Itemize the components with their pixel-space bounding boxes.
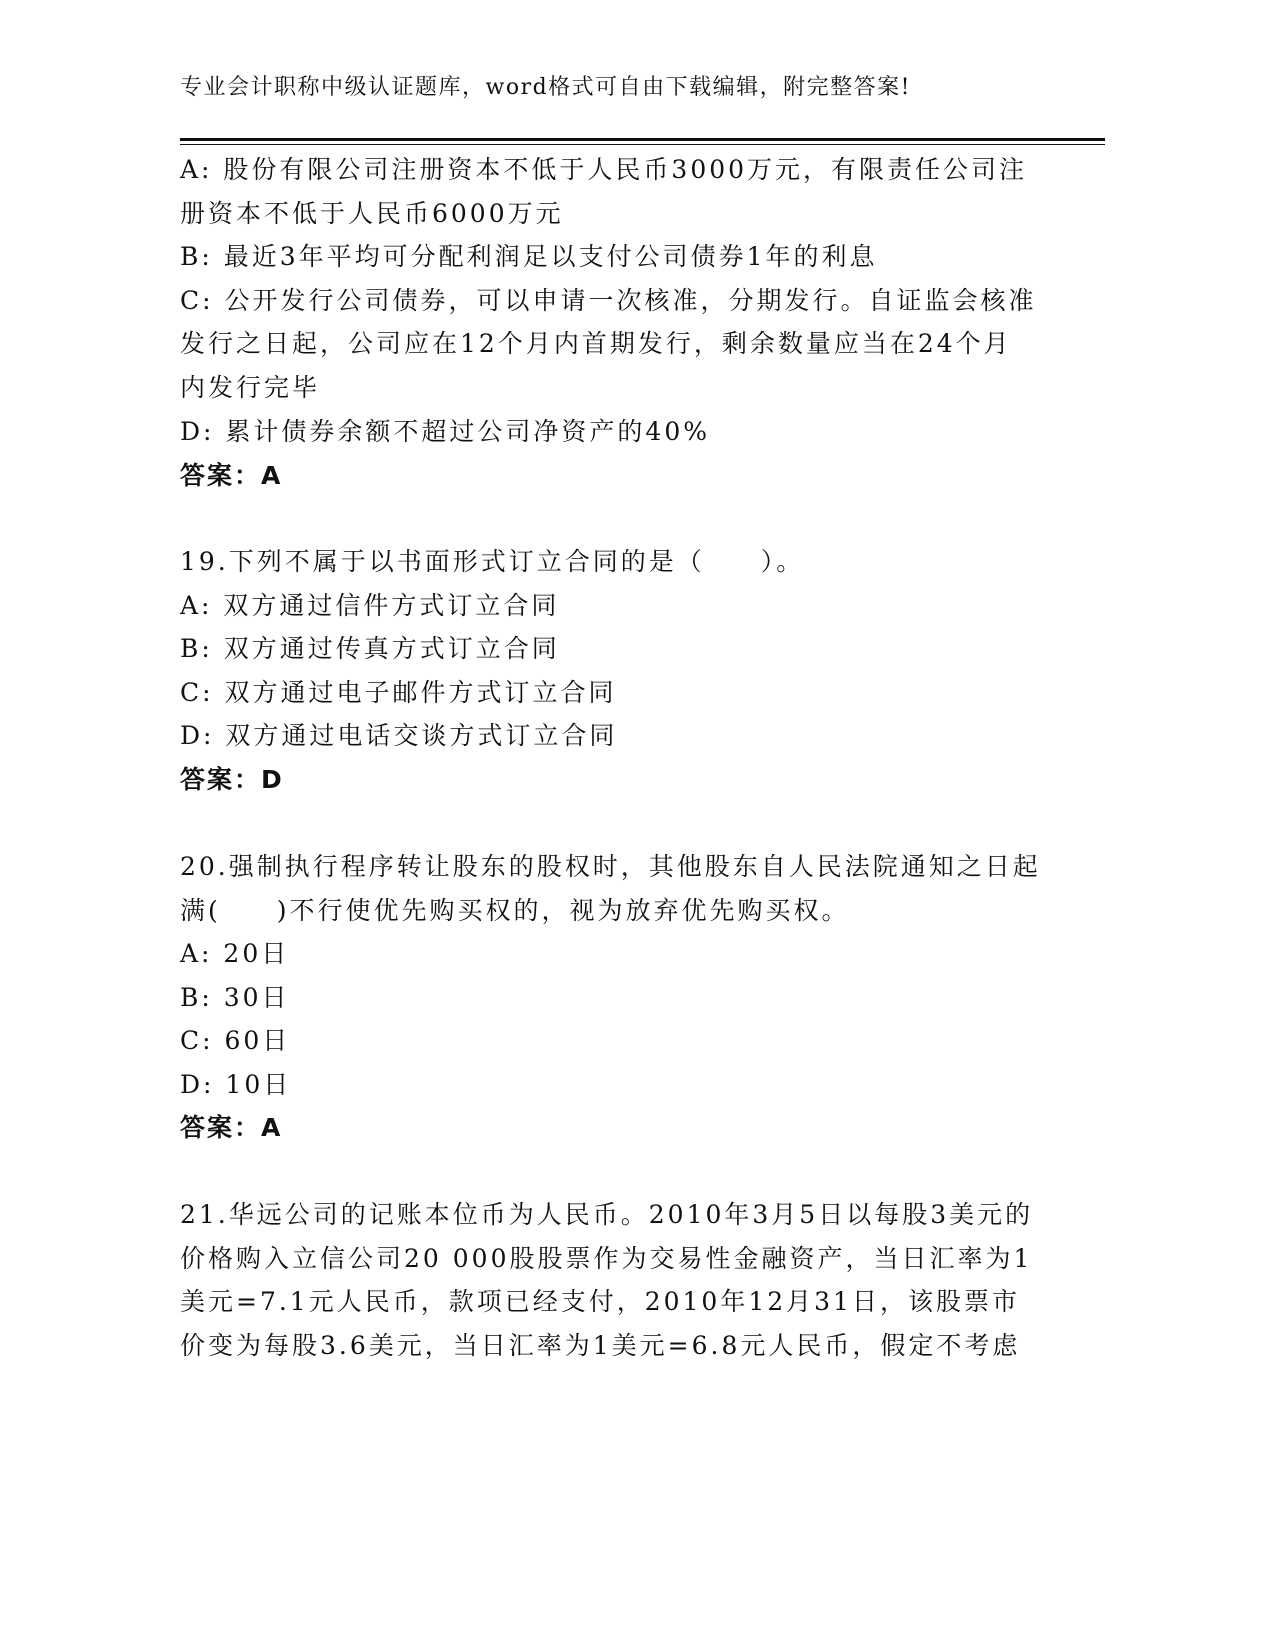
q18-option-a-line1: A: 股份有限公司注册资本不低于人民币3000万元，有限责任公司注 [180, 155, 1028, 184]
q21-question-line4: 价变为每股3.6美元，当日汇率为1美元=6.8元人民币，假定不考虑 [180, 1331, 1021, 1360]
q18-option-c-line3: 内发行完毕 [180, 373, 321, 402]
q21-question-line3: 美元=7.1元人民币，款项已经支付，2010年12月31日，该股票市 [180, 1287, 1020, 1316]
q19-option-b: B: 双方通过传真方式订立合同 [180, 634, 560, 663]
q20-question-line1: 20.强制执行程序转让股东的股权时，其他股东自人民法院通知之日起 [180, 852, 1041, 881]
q21-question-line2: 价格购入立信公司20 000股股票作为交易性金融资产，当日汇率为1 [180, 1244, 1033, 1273]
q18-option-d: D: 累计债券余额不超过公司净资产的40% [180, 417, 710, 446]
q19-option-c: C: 双方通过电子邮件方式订立合同 [180, 678, 617, 707]
q18-answer: 答案：A [180, 461, 283, 490]
q18-option-a-line2: 册资本不低于人民币6000万元 [180, 199, 564, 228]
header-divider-thick [180, 138, 1105, 141]
q19-option-d: D: 双方通过电话交谈方式订立合同 [180, 721, 618, 750]
q20-option-d: D: 10日 [180, 1070, 292, 1099]
q20-answer: 答案：A [180, 1113, 283, 1142]
q18-option-b: B: 最近3年平均可分配利润足以支付公司债券1年的利息 [180, 242, 878, 271]
q18-option-c-line1: C: 公开发行公司债券，可以申请一次核准，分期发行。自证监会核准 [180, 286, 1037, 315]
q21-question-line1: 21.华远公司的记账本位币为人民币。2010年3月5日以每股3美元的 [180, 1200, 1034, 1229]
q18-option-c-line2: 发行之日起，公司应在12个月内首期发行，剩余数量应当在24个月 [180, 329, 1012, 358]
page-header: 专业会计职称中级认证题库，word格式可自由下载编辑，附完整答案! [180, 75, 912, 100]
q19-question: 19.下列不属于以书面形式订立合同的是（ ）。 [180, 547, 805, 576]
q20-option-a: A: 20日 [180, 939, 290, 968]
header-divider-thin [180, 144, 1105, 145]
q19-answer: 答案：D [180, 765, 284, 794]
q19-option-a: A: 双方通过信件方式订立合同 [180, 591, 560, 620]
q20-option-b: B: 30日 [180, 983, 290, 1012]
q20-question-line2: 满( )不行使优先购买权的，视为放弃优先购买权。 [180, 896, 850, 925]
q20-option-c: C: 60日 [180, 1026, 291, 1055]
